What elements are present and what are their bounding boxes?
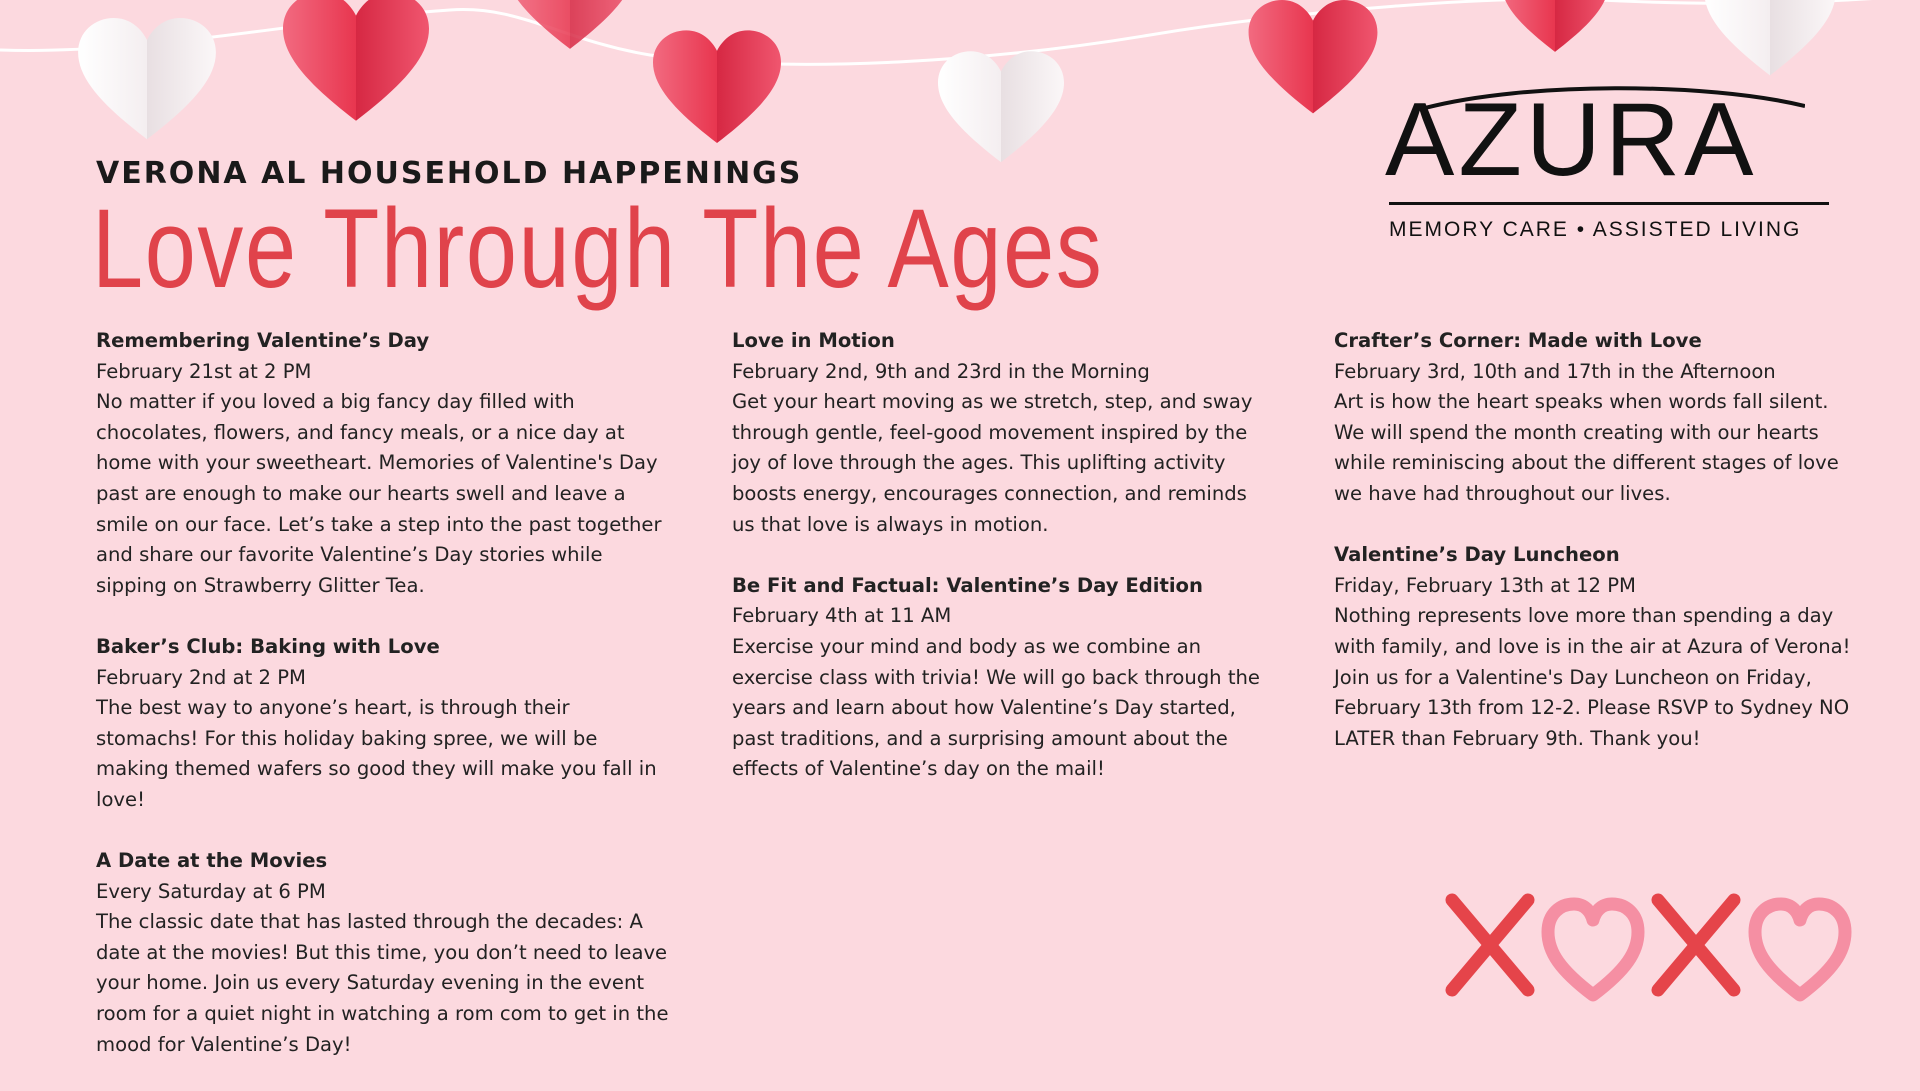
paper-heart-icon bbox=[653, 30, 781, 143]
x-mark-icon bbox=[1658, 900, 1734, 990]
event-item bbox=[96, 846, 676, 1060]
heart-outline-icon bbox=[1548, 904, 1638, 995]
paper-heart-icon bbox=[1502, 0, 1609, 52]
event-item bbox=[1334, 326, 1854, 510]
paper-heart-icon bbox=[283, 0, 429, 121]
event-when: February 21st at 2 PM bbox=[96, 359, 312, 383]
x-mark-icon bbox=[1452, 900, 1528, 990]
event-when: February 2nd, 9th and 23rd in the Morning bbox=[732, 359, 1150, 383]
events-column-3 bbox=[1334, 326, 1854, 785]
event-description: Art is how the heart speaks when words fall silent. We will spend the month creating with our hearts while reminiscing about the different stages of love we have had throughout our lives. bbox=[1334, 390, 1839, 505]
event-title: Baker’s Club: Baking with Love bbox=[96, 634, 440, 658]
xoxo-decoration bbox=[1440, 890, 1860, 1010]
event-when: February 4th at 11 AM bbox=[732, 604, 952, 628]
paper-heart-icon bbox=[78, 18, 216, 139]
page-title: Love Through The Ages bbox=[92, 186, 1104, 311]
event-item bbox=[732, 326, 1272, 540]
paper-heart-icon bbox=[505, 0, 635, 49]
household-subtitle: VERONA AL HOUSEHOLD HAPPENINGS bbox=[96, 156, 803, 191]
paper-heart-icon bbox=[1704, 0, 1835, 75]
event-description: Get your heart moving as we stretch, step, and sway through gentle, feel-good movement inspired by the joy of love through the ages. This uplifting activity boosts energy, encourages connection, and reminds us that love is always in motion. bbox=[732, 390, 1253, 536]
event-when: February 2nd at 2 PM bbox=[96, 665, 306, 689]
event-description: No matter if you loved a big fancy day filled with chocolates, flowers, and fancy meals, or a nice day at home with your sweetheart. Memories of Valentine's Day past are enough to make our hearts swell and leave a smile on our face. Let’s take a step into the past together and share our favorite Valentine’s Day stories while sipping on Strawberry Glitter Tea. bbox=[96, 390, 662, 597]
event-title: Crafter’s Corner: Made with Love bbox=[1334, 329, 1702, 352]
event-description: Nothing represents love more than spending a day with family, and love is in the air at Azura of Verona! Join us for a Valentine's Day Luncheon on Friday, February 13th from 12-2. Please RSVP to Sydney NO LATER than February 9th. Thank you! bbox=[1334, 604, 1851, 750]
heart-outline-icon bbox=[1755, 904, 1845, 995]
events-column-2 bbox=[732, 326, 1272, 816]
event-title: Love in Motion bbox=[732, 329, 895, 352]
event-item bbox=[96, 632, 676, 816]
event-item bbox=[96, 326, 676, 601]
event-when: February 3rd, 10th and 17th in the Afternoon bbox=[1334, 359, 1776, 383]
logo-tagline: MEMORY CARE • ASSISTED LIVING bbox=[1389, 218, 1802, 241]
event-title: Valentine’s Day Luncheon bbox=[1334, 543, 1620, 567]
paper-heart-icon bbox=[1249, 0, 1378, 113]
event-title: Be Fit and Factual: Valentine’s Day Edition bbox=[732, 573, 1203, 597]
events-column-1 bbox=[96, 326, 676, 1091]
event-title: A Date at the Movies bbox=[96, 849, 328, 873]
event-description: The best way to anyone’s heart, is through their stomachs! For this holiday baking spree, we will be making themed wafers so good they will make you fall in love! bbox=[96, 696, 657, 811]
paper-heart-icon bbox=[938, 51, 1064, 162]
event-description: The classic date that has lasted through the decades: A date at the movies! But this time, you don’t need to leave your home. Join us every Saturday evening in the event room for a quiet night in watching a rom com to get in the mood for Valentine’s Day! bbox=[96, 910, 669, 1056]
azura-logo bbox=[1385, 80, 1855, 250]
logo-wordmark: AZURA bbox=[1385, 82, 1758, 198]
event-description: Exercise your mind and body as we combine an exercise class with trivia! We will go back through the years and learn about how Valentine’s Day started, past traditions, and a surprising amount about the effects of Valentine’s day on the mail! bbox=[732, 634, 1260, 781]
event-item bbox=[1334, 540, 1854, 754]
event-when: Friday, February 13th at 12 PM bbox=[1334, 573, 1636, 597]
logo-divider bbox=[1389, 202, 1829, 205]
event-item bbox=[732, 571, 1272, 785]
event-when: Every Saturday at 6 PM bbox=[96, 879, 326, 903]
event-title: Remembering Valentine’s Day bbox=[96, 329, 430, 352]
